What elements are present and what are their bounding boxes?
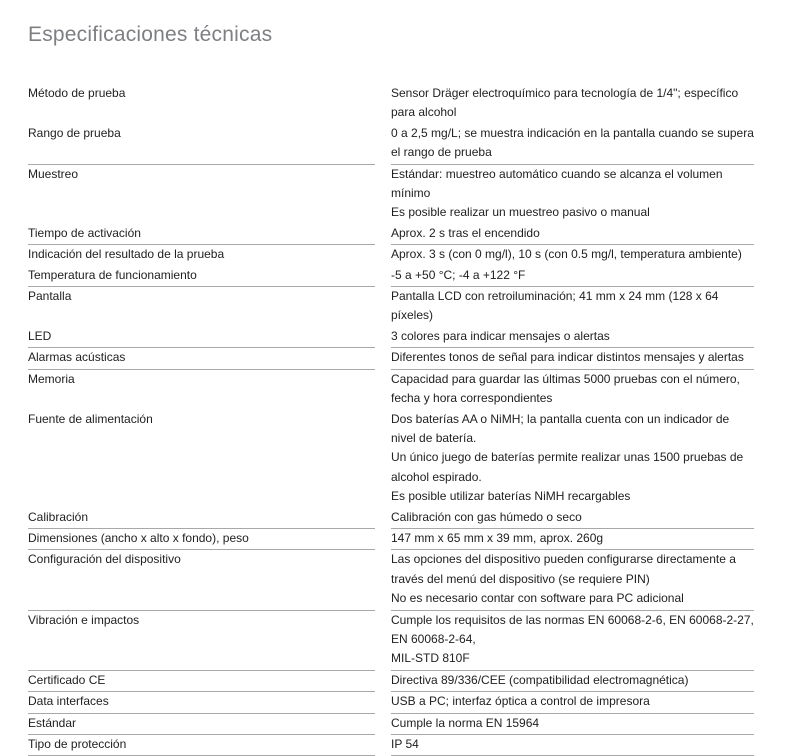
spec-value-line: -5 a +50 °C; -4 a +122 °F bbox=[391, 267, 526, 282]
spec-row bbox=[28, 245, 756, 265]
spec-label: Fuente de alimentación bbox=[28, 411, 153, 426]
spec-value bbox=[391, 245, 754, 265]
spec-row bbox=[28, 266, 756, 287]
spec-table bbox=[28, 84, 756, 756]
spec-label: Vibración e impactos bbox=[28, 611, 375, 671]
spec-label: Estándar bbox=[28, 714, 375, 735]
spec-label: Data interfaces bbox=[28, 692, 375, 713]
spec-row bbox=[28, 735, 756, 756]
spec-value bbox=[391, 370, 754, 410]
spec-row bbox=[28, 508, 756, 529]
spec-value bbox=[391, 287, 754, 327]
spec-row bbox=[28, 671, 756, 692]
spec-value bbox=[391, 266, 754, 287]
spec-value-line: Calibración con gas húmedo o seco bbox=[391, 509, 582, 524]
spec-value bbox=[391, 671, 754, 692]
spec-value-line: Estándar: muestreo automático cuando se alcanza el volumen mínimo bbox=[391, 166, 723, 201]
spec-row bbox=[28, 287, 756, 327]
spec-row bbox=[28, 370, 756, 410]
spec-value bbox=[391, 692, 754, 713]
spec-value bbox=[391, 84, 754, 124]
spec-label: Certificado CE bbox=[28, 671, 375, 692]
spec-value-line: IP 54 bbox=[391, 737, 419, 751]
spec-label: Alarmas acústicas bbox=[28, 348, 375, 369]
spec-value-line: Pantalla LCD con retroiluminación; 41 mm x 24 mm (128 x 64 píxeles) bbox=[391, 289, 719, 323]
spec-row bbox=[28, 348, 756, 369]
spec-label: Pantalla bbox=[28, 289, 72, 304]
spec-value-line: No es necesario contar con software para PC adicional bbox=[391, 591, 684, 606]
spec-value-line: Las opciones del dispositivo pueden configurarse directamente a través del menú del dispositivo (se requiere PIN) bbox=[391, 552, 736, 586]
spec-value-line: MIL-STD 810F bbox=[391, 651, 470, 666]
spec-row bbox=[28, 84, 756, 124]
spec-row bbox=[28, 327, 756, 348]
spec-value-line: Cumple la norma EN 15964 bbox=[391, 715, 540, 730]
spec-value bbox=[391, 508, 754, 529]
spec-row bbox=[28, 529, 756, 550]
spec-value-line: Dos baterías AA o NiMH; la pantalla cuenta con un indicador de nivel de batería. bbox=[391, 411, 730, 445]
spec-row bbox=[28, 692, 756, 713]
spec-value-line: Un único juego de baterías permite realizar unas 1500 pruebas de alcohol espirado. bbox=[391, 450, 744, 484]
spec-value-line: 3 colores para indicar mensajes o alertas bbox=[391, 328, 610, 343]
spec-value-line: Aprox. 2 s tras el encendido bbox=[391, 225, 540, 240]
spec-value-line: Capacidad para guardar las últimas 5000 pruebas con el número, fecha y hora correspondientes bbox=[391, 371, 740, 406]
spec-value bbox=[391, 224, 754, 245]
spec-label: Temperatura de funcionamiento bbox=[28, 266, 375, 287]
spec-value bbox=[391, 529, 754, 550]
spec-label: Tipo de protección bbox=[28, 735, 375, 756]
spec-label: Calibración bbox=[28, 508, 375, 529]
spec-row bbox=[28, 410, 756, 508]
spec-value-line: 0 a 2,5 mg/L; se muestra indicación en la pantalla cuando se supera el rango de prueba bbox=[391, 125, 754, 160]
spec-label: LED bbox=[28, 327, 375, 348]
spec-value bbox=[391, 735, 754, 756]
spec-value bbox=[391, 611, 754, 671]
spec-label: Indicación del resultado de la prueba bbox=[28, 247, 225, 262]
spec-row bbox=[28, 611, 756, 671]
spec-row bbox=[28, 714, 756, 735]
spec-value-line: USB a PC; interfaz óptica a control de impresora bbox=[391, 694, 650, 709]
spec-value bbox=[391, 124, 754, 165]
spec-value-line: Es posible utilizar baterías NiMH recargables bbox=[391, 489, 631, 504]
spec-value bbox=[391, 348, 754, 369]
spec-label: Dimensiones (ancho x alto x fondo), peso bbox=[28, 529, 375, 550]
spec-value-line: Aprox. 3 s (con 0 mg/l), 10 s (con 0.5 mg/l, temperatura ambiente) bbox=[391, 247, 742, 262]
spec-label: Método de prueba bbox=[28, 86, 126, 100]
spec-label: Memoria bbox=[28, 371, 75, 386]
spec-value-line: Cumple los requisitos de las normas EN 60068-2-6, EN 60068-2-27, EN 60068-2-64, bbox=[391, 612, 754, 646]
spec-value bbox=[391, 165, 754, 224]
spec-value-line: Diferentes tonos de señal para indicar distintos mensajes y alertas bbox=[391, 350, 744, 365]
spec-row bbox=[28, 224, 756, 245]
spec-value bbox=[391, 550, 754, 610]
spec-label: Tiempo de activación bbox=[28, 224, 375, 245]
page-title: Especificaciones técnicas bbox=[28, 23, 273, 46]
spec-value-line: Es posible realizar un muestreo pasivo o manual bbox=[391, 205, 650, 220]
spec-label: Rango de prueba bbox=[28, 124, 375, 165]
spec-value bbox=[391, 410, 754, 508]
spec-value-line: Directiva 89/336/CEE (compatibilidad electromagnética) bbox=[391, 672, 689, 687]
spec-label: Configuración del dispositivo bbox=[28, 550, 375, 610]
spec-row bbox=[28, 550, 756, 610]
spec-value-line: 147 mm x 65 mm x 39 mm, aprox. 260g bbox=[391, 530, 604, 545]
spec-value-line: Sensor Dräger electroquímico para tecnología de 1/4"; específico para alcohol bbox=[391, 86, 739, 120]
spec-row bbox=[28, 124, 756, 165]
spec-row bbox=[28, 165, 756, 224]
spec-value bbox=[391, 714, 754, 735]
spec-label: Muestreo bbox=[28, 166, 79, 181]
spec-value bbox=[391, 327, 754, 348]
